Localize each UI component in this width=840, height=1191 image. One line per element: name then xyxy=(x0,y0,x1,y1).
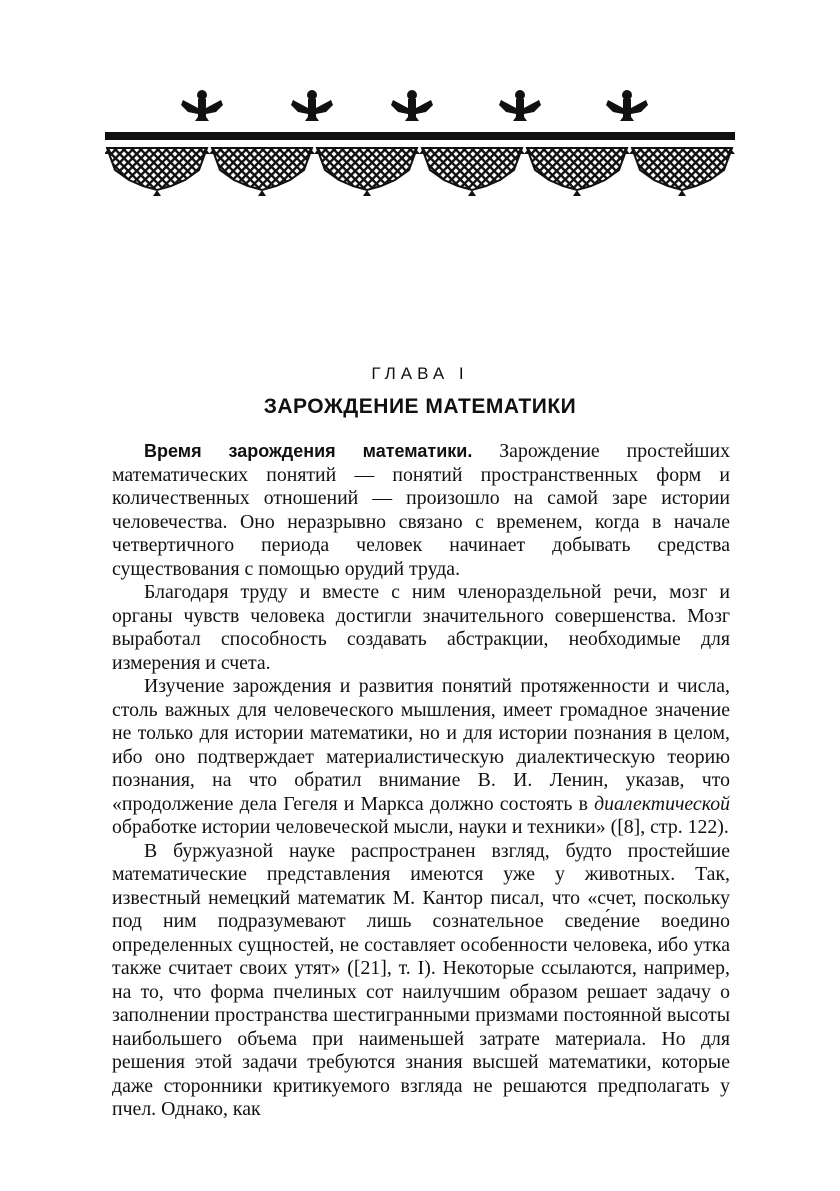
paragraph-3-text-b: обработке истории человеческой мысли, науки и техники» ([8], стр. 122). xyxy=(112,816,729,838)
paragraph-1-text: Зарождение простейших математических понятий — понятий пространственных форм и количественных отношений — произошло на самой заре истории человечества. Оно неразрывно связано с временем, когда в начале четвертичного периода человек начинает добывать средства существования с помощью орудий труда. xyxy=(112,440,730,580)
chapter-label: ГЛАВА I xyxy=(371,364,469,383)
chapter-title: ЗАРОЖДЕНИЕ МАТЕМАТИКИ xyxy=(263,395,577,418)
body-text xyxy=(112,440,730,1122)
folk-ornament-icon xyxy=(105,88,735,198)
paragraph-3-text-a: Изучение зарождения и развития понятий протяженности и числа, столь важных для человеческого мышления, имеет громадное значение не только для истории математики, но и для истории познания в целом, ибо оно подтверждает материалистическую диалектическую теорию познания, на что обратил внимание В. И. Ленин, указав, что «продолжение дела Гегеля и Маркса должно состоять в xyxy=(112,675,730,815)
paragraph-3 xyxy=(112,675,730,840)
paragraph-1 xyxy=(112,440,730,581)
paragraph-2: Благодаря труду и вместе с ним членораздельной речи, мозг и органы чувств человека достигли значительного совершенства. Мозг выработал способность создавать абстракции, необходимые для измерения и счета. xyxy=(112,581,730,674)
paragraph-1-lead: Время зарождения математики. xyxy=(144,441,473,461)
paragraph-3-italic: диалектической xyxy=(594,792,730,815)
paragraph-4: В буржуазной науке распространен взгляд, будто простейшие математические представления имеются уже у животных. Так, известный немецкий математик М. Кантор писал, что «счет, поскольку под ним подразумевают лишь сознательное сведе́ние воедино определенных сущностей, не составляет особенности человека, ибо утка также считает своих утят» ([21], т. I). Некоторые ссылаются, например, на то, что форма пчелиных сот наилучшим образом решает задачу о заполнении пространства шестигранными призмами постоянной высоты наибольшего объема при наименьшей затрате материала. Но для решения этой задачи требуются знания высшей математики, которые даже сторонники критикуемого взгляда не решаются предполагать у пчел. Однако, как xyxy=(112,839,730,1120)
